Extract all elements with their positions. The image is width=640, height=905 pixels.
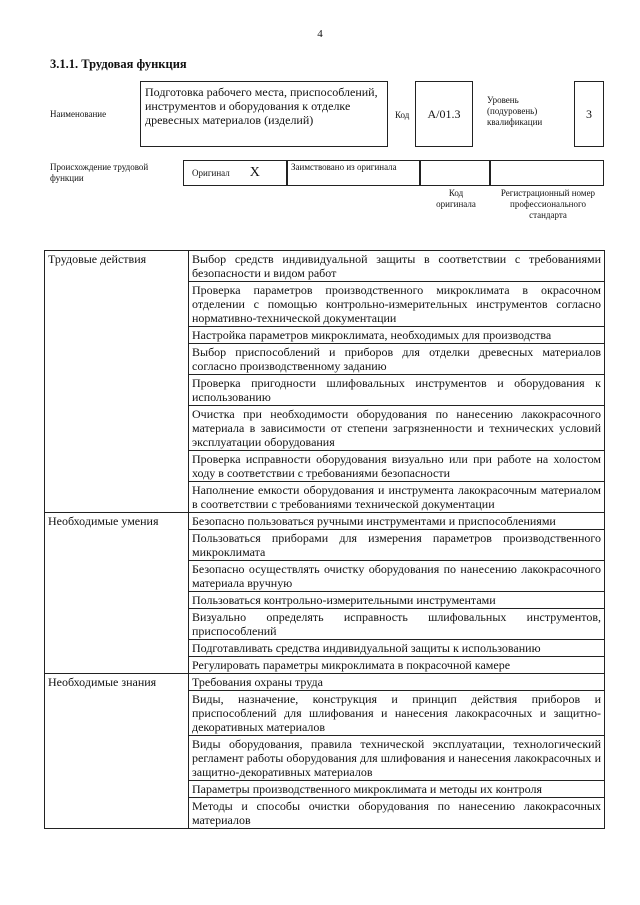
code-value: А/01.3: [427, 107, 461, 121]
list-item: Проверка пригодности шлифовальных инструментов и оборудования к использованию: [189, 375, 605, 406]
list-item: Пользоваться приборами для измерения параметров производственного микроклимата: [189, 530, 605, 561]
list-item: Регулировать параметры микроклимата в покрасочной камере: [189, 657, 605, 674]
section-title-knowledge: Необходимые знания: [45, 674, 189, 829]
list-item: Визуально определять исправность шлифовальных инструментов, приспособлений: [189, 609, 605, 640]
original-label: Оригинал: [192, 167, 230, 178]
table-row: [45, 513, 605, 530]
code-box: [415, 81, 473, 147]
list-item: Виды, назначение, конструкция и принцип действия приборов и приспособлений для шлифования и нанесения лакокрасочных и защитно-декоративных материалов: [189, 691, 605, 736]
list-item: Безопасно пользоваться ручными инструментами и приспособлениями: [189, 513, 605, 530]
name-label: Наименование: [50, 109, 107, 119]
list-item: Виды оборудования, правила технической эксплуатации, технологический регламент работы оборудования для шлифования и нанесения лакокрасочных и защитно-декоративных материалов: [189, 736, 605, 781]
list-item: Настройка параметров микроклимата, необходимых для производства: [189, 327, 605, 344]
list-item: Выбор средств индивидуальной защиты в соответствии с требованиями безопасности и видом работ: [189, 251, 605, 282]
function-name-box: Подготовка рабочего места, приспособлений, инструментов и оборудования к отделке древесных материалов (изделий): [140, 81, 388, 147]
list-item: Выбор приспособлений и приборов для отделки древесных материалов согласно производственному заданию: [189, 344, 605, 375]
table-row: [45, 251, 605, 282]
original-code-caption: Код оригинала: [436, 188, 476, 209]
page-number: 4: [317, 28, 323, 40]
origin-label: Происхождение трудовой функции: [50, 162, 149, 183]
original-mark: X: [249, 165, 260, 180]
registration-number-caption: Регистрационный номер профессионального стандарта: [500, 188, 596, 220]
list-item: Очистка при необходимости оборудования по нанесению лакокрасочного материала в зависимости от степени загрязненности и технических условий эксплуатации оборудования: [189, 406, 605, 451]
section-title-actions: Трудовые действия: [45, 251, 189, 513]
list-item: Проверка параметров производственного микроклимата в окрасочном отделении с помощью контрольно-измерительных инструментов согласно нормативно-технической документации: [189, 282, 605, 327]
list-item: Параметры производственного микроклимата и методы их контроля: [189, 781, 605, 798]
list-item: Наполнение емкости оборудования и инструмента лакокрасочным материалом в соответствии с требованиями технической документации: [189, 482, 605, 513]
original-cell: [183, 160, 287, 186]
table-row: [45, 674, 605, 691]
qualification-level-box: [574, 81, 604, 147]
code-label: Код: [395, 110, 410, 120]
registration-number-cell: [490, 160, 604, 186]
section-title-skills: Необходимые умения: [45, 513, 189, 674]
list-item: Проверка исправности оборудования визуально или при работе на холостом ходу в соответствии с требованиями безопасности: [189, 451, 605, 482]
list-item: Пользоваться контрольно-измерительными инструментами: [189, 592, 605, 609]
function-details-table: [44, 250, 605, 829]
qualification-level-label: Уровень (подуровень) квалификации: [487, 95, 543, 127]
borrowed-cell: Заимствовано из оригинала: [287, 160, 420, 186]
list-item: Требования охраны труда: [189, 674, 605, 691]
list-item: Подготавливать средства индивидуальной защиты к использованию: [189, 640, 605, 657]
section-title: 3.1.1. Трудовая функция: [50, 57, 187, 71]
list-item: Методы и способы очистки оборудования по нанесению лакокрасочных материалов: [189, 798, 605, 829]
original-code-cell: [420, 160, 490, 186]
list-item: Безопасно осуществлять очистку оборудования по нанесению лакокрасочного материала вручную: [189, 561, 605, 592]
qualification-level-value: 3: [586, 107, 592, 121]
